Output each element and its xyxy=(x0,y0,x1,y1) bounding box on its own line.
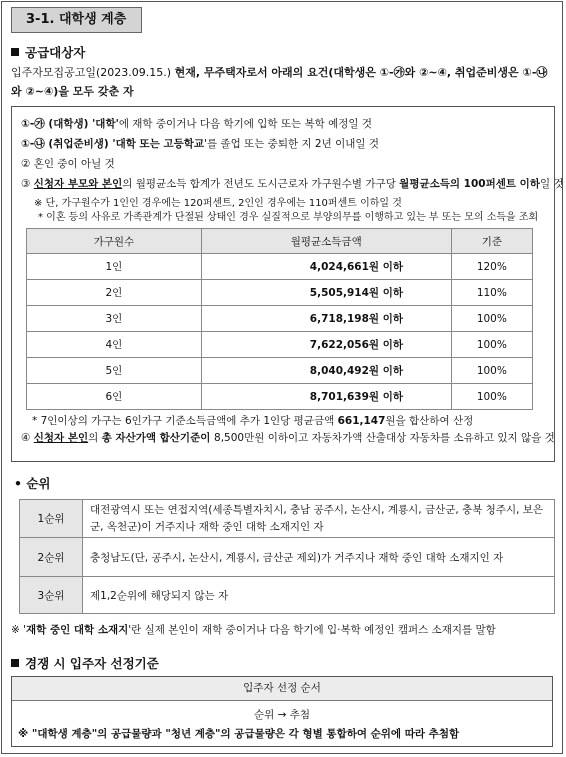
condition-3-note-1: ※ 단, 가구원수가 1인인 경우에는 120퍼센트, 2인인 경우에는 110퍼센트 이하일 것 xyxy=(34,198,402,209)
table-row: 3인 6,718,198원 이하 100% xyxy=(27,306,533,332)
table-row xyxy=(20,577,555,614)
table-row: 4인 7,622,056원 이하 100% xyxy=(27,332,533,358)
table-row: 1인 4,024,661원 이하 120% xyxy=(27,254,533,280)
income-col-standard: 기준 xyxy=(451,229,532,254)
ranking-heading: • 순위 xyxy=(14,476,51,491)
rank-label: 3순위 xyxy=(20,577,83,614)
rank-description: 대전광역시 또는 연접지역(세종특별자치시, 충남 공주시, 논산시, 계룡시, 금산군, 충북 청주시, 보은군, 옥천군)이 거주지나 재학 중인 대학 소재지인 자 xyxy=(83,500,555,538)
selection-box-header: 입주자 선정 순서 xyxy=(12,677,552,701)
table-row xyxy=(20,538,555,577)
square-bullet-icon xyxy=(11,659,19,667)
dot-bullet-icon: • xyxy=(14,476,27,491)
square-bullet-icon xyxy=(11,48,19,56)
ranking-footnote: ※ '재학 중인 대학 소재지'란 실제 본인이 재학 중이거나 다음 학기에 입·복학 예정인 캠퍼스 소재지를 말함 xyxy=(11,624,496,636)
ranking-table xyxy=(19,499,555,614)
table-row: 2인 5,505,914원 이하 110% xyxy=(27,280,533,306)
section-title: 3-1. 대학생 계층 xyxy=(11,7,142,33)
table-row: 5인 8,040,492원 이하 100% xyxy=(27,358,533,384)
rank-description: 제1,2순위에 해당되지 않는 자 xyxy=(83,577,555,614)
income-table-note: * 7인이상의 가구는 6인가구 기준소득금액에 추가 1인당 평균금액 661,147원을 합산하여 산정 xyxy=(32,415,474,427)
income-table-header xyxy=(27,229,533,254)
table-row xyxy=(20,500,555,538)
income-col-household: 가구원수 xyxy=(27,229,202,254)
condition-3: ③ 신청자 부모와 본인의 월평균소득 합계가 전년도 도시근로자 가구원수별 가구당 월평균소득의 100퍼센트 이하일 것 xyxy=(21,178,564,190)
condition-1b: ①-㉯ (취업준비생) '대학 또는 고등학교'를 졸업 또는 중퇴한 지 2년 이내일 것 xyxy=(21,138,379,150)
income-table xyxy=(26,228,533,410)
selection-note: ※ "대학생 계층"의 공급물량과 "청년 계층"의 공급물량은 각 형별 통합하여 순위에 따라 추첨함 xyxy=(18,728,460,740)
condition-3-note-2: * 이혼 등의 사유로 가족관계가 단절된 상태인 경우 실질적으로 부양의무를 이행하고 있는 부 또는 모의 소득을 조회 xyxy=(38,212,539,223)
condition-2: ② 혼인 중이 아닐 것 xyxy=(21,158,115,170)
selection-box xyxy=(11,676,553,747)
condition-1a: ①-㉮ (대학생) '대학'에 재학 중이거나 다음 학기에 입학 또는 복학 예정일 것 xyxy=(21,118,372,130)
rank-label: 1순위 xyxy=(20,500,83,538)
income-col-amount: 월평균소득금액 xyxy=(201,229,451,254)
selection-order: 순위 → 추첨 xyxy=(253,709,311,721)
rank-description: 충청남도(단, 공주시, 논산시, 계룡시, 금산군 제외)가 거주지나 재학 중인 대학 소재지인 자 xyxy=(83,538,555,577)
table-row: 6인 8,701,639원 이하 100% xyxy=(27,384,533,410)
selection-heading: 경쟁 시 입주자 선정기준 xyxy=(11,654,159,672)
rank-label: 2순위 xyxy=(20,538,83,577)
supply-target-intro: 입주자모집공고일(2023.09.15.) 현재, 무주택자로서 아래의 요건(대학생은 ①-㉮와 ②~④, 취업준비생은 ①-㉯와 ②~④)을 모두 갖춘 자 xyxy=(11,66,548,98)
supply-target-heading: 공급대상자 xyxy=(11,43,85,61)
condition-4: ④ 신청자 본인의 총 자산가액 합산기준이 8,500만원 이하이고 자동차가액 산출대상 자동차를 소유하고 있지 않을 것 xyxy=(21,432,555,444)
